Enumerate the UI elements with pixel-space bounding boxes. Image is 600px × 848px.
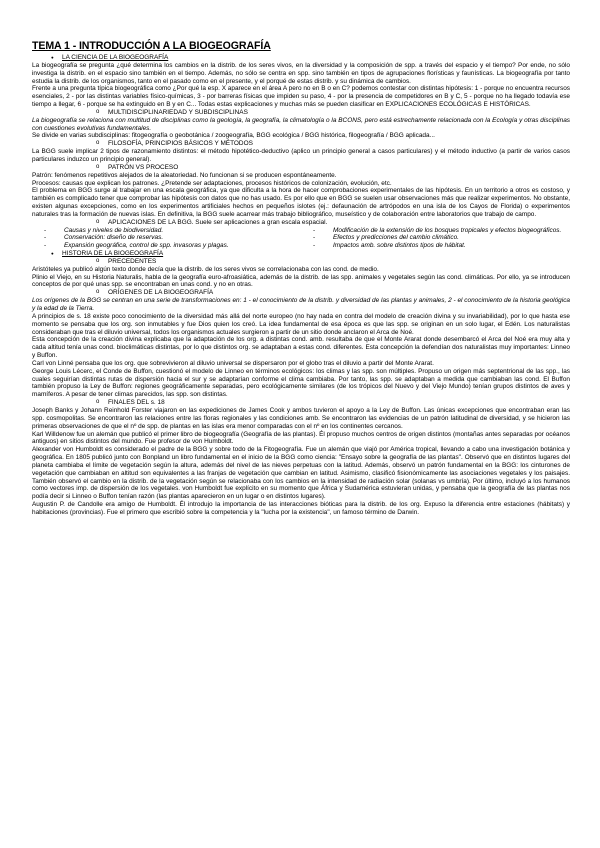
applications-list (32, 227, 570, 251)
paragraph: El problema en BGG surge al trabajar en una escala geográfica, ya que dificulta a la hora de hacer comprobaciones experimentales de las hipótesis. En un territorio a otros es costoso, y también es complicado tener que comprobar las hipótesis con datos que no has usado. Es por ello que en BGG se suelen usar observaciones más que realizar experimentos. No obstante, existen algunas excepciones, como en los experimentos artificiales hechos en pequeños islotes (ej.: defaunación de artrópodos en una isla de los Cayos de Florida) o experimentos naturales tras la formación de nuevas islas. En definitiva, la BGG suele acarrear más trabajo bibliográfico, museístico y de colaboración entre laboratorios que trabajo de campo. (32, 187, 570, 218)
subsection-heading: o PRECEDENTES (32, 258, 570, 266)
paragraph: A principios de s. 18 existe poco conocimiento de la diversidad más allá del norte europeo (no hay nada en contra del modelo de creación divina y su invariabilidad), por lo que hasta ese momento se pensaba que los org. son inmutables y fue Dios quien los creó. La idea fundamental de esa época es que las spp. se originan en un solo lugar, el Edén. Los naturalistas consideraban que tras el diluvio universal, todos los organismos actuales surgieron a partir de un sitio donde anclaron el Arca de Noé. (32, 312, 570, 336)
paragraph: Augustin P. de Candolle era amigo de Humboldt. Él introdujo la importancia de las interacciones bióticas para la distrib. de los org. Expuso la diferencia entre estaciones (hábitats) y habitaciones (provincias). Fue el primero que escribió sobre la competencia y la "lucha por la existencia", un famoso término de Darwin. (32, 501, 570, 516)
subsection-heading: o ORÍGENES DE LA BIOGEOGRAFÍA (32, 289, 570, 297)
applications-left (32, 227, 301, 251)
paragraph: Frente a una pregunta típica biogeográfica como ¿Por qué la esp. X aparece en el área A pero no en B o en C? podemos contestar con distintas hipótesis: 1 - porque no encuentra recursos esenciales, 2 - por las distintas variables físico-químicas, 3 - por barreras físicas que impiden su paso, 4 - por la presencia de competidores en B y C, 5 - porque no ha llegado todavía ese tiempo a llegar, 6 - porque se ha extinguido en B y en C... Todas estas explicaciones y muchas más se pueden clasificar en EXPLICACIONES ECOLÓGICAS E HISTÓRICAS. (32, 85, 570, 109)
paragraph: Carl von Linné pensaba que los org. que sobrevivieron al diluvio universal se dispersaron por el globo tras el diluvio a partir del Monte Ararat. (32, 359, 434, 367)
subsection-heading: o PATRÓN VS PROCESO (32, 164, 570, 172)
paragraph: Procesos: causas que explican los patrones. ¿Pretende ser adaptaciones, procesos históricos de colonización, evolución, etc. (32, 179, 392, 187)
list-item: - Efectos y predicciones del cambio climático. (301, 234, 570, 242)
paragraph: La BGG suele implicar 2 tipos de razonamiento distintos: el método hipotético-deductivo (aplico un principio general a casos particulares) y el método inductivo (a partir de varios casos particulares induzco un principio general). (32, 148, 570, 163)
applications-right (301, 227, 570, 251)
paragraph: Alexander von Humboldt es considerado el padre de la BGG y sobre todo de la Fitogeografía. Fue un alemán que viajó por América tropical, llevando a cabo una investigación botánica y geográfica. En 1805 publicó junto con Bonpland un libro fundamental en el inicio de la BGG como ciencia: "Ensayo sobre la geografía de las plantas". Observó que en distintos lugares del planeta cambiaba el límite de vegetación según la altura, además del nivel de las nieves perpetuas con la latitud. Además, observó un patrón fundamental en la BGG: los cinturones de vegetación que cambiaban en altitud son equivalentes a las franjas de vegetación que cambian en latitud. Asimismo, clasificó fisionómicamente las asociaciones vegetales y los paisajes. También observó el cambio en la distrib. de la vegetación según se relacionaba con los cambios en la intensidad de radiación solar (solanas vs umbría). Por último, incluyó a los humanos como vectores imp. de dispersión de los vegetales. von Humboldt fue explícito en su momento que África y Sudamérica estuvieran unidas, y pensaba que la geografía de las plantas nos podía decir si Linneo o Buffon tenían razón (las plantas aparecieron en un lugar o en distintos lugares). (32, 446, 570, 501)
paragraph: Los orígenes de la BGG se centran en una serie de transformaciones en: 1 - el conocimiento de la distrib. y diversidad de las plantas y animales, 2 - el conocimiento de la historia geológica y la edad de la Tierra. (32, 297, 570, 312)
subsection-heading: o FILOSOFÍA, PRINCIPIOS BÁSICOS Y MÉTODOS (32, 140, 570, 148)
paragraph: Joseph Banks y Johann Reinhold Forster viajaron en las expediciones de James Cook y ambos tuvieron el apoyo a la Ley de Buffon. Las únicas excepciones que encontraban eran las spp. cosmopolitas. Se encontraron las relaciones entre las floras regionales y las condiciones amb. Se encontraron las evidencias de un patrón latitudinal de diversidad, y se hicieron las primeras observaciones de que el nº de spp. de plantas en las islas era menor comparadas con el nº en los continentes cercanos. (32, 406, 570, 430)
section-heading: ● HISTORIA DE LA BIOGEOGRAFÍA (32, 250, 570, 258)
paragraph: La biogeografía se pregunta ¿qué determina los cambios en la distrib. de los seres vivos, en la diversidad y la composición de spp. a través del espacio y el tiempo? Por ende, no sólo investiga la distrib. en el espacio sino también en el tiempo. Además, no sólo se centra en spp. sino también en tipos de agrupaciones florísticas y faunísticas. La biogeografía por tanto estudia la distrib. de los organismos, tanto en el pasado como en el presente, y el porqué de estas distrib. y su dinámica de cambios. (32, 61, 570, 85)
list-item: - Modificación de la extensión de los bosques tropicales y efectos biogeográficos. (301, 227, 570, 235)
section-heading: ● LA CIENCIA DE LA BIOGEOGRAFÍA (32, 54, 570, 62)
paragraph: La biogeografía se relaciona con multitud de disciplinas como la geología, la geografía, la climatología o la BCONS, pero está estrechamente relacionada con la Ecología y otras disciplinas con cuestiones evolutivas fundamentales. (32, 116, 570, 132)
subsection-heading: o MULTIDISCIPLINARIEDAD Y SUBDISCIPLINAS (32, 109, 570, 117)
paragraph: Patrón: fenómenos repetitivos alejados de la aleatoriedad. No funcionan si se producen espontáneamente. (32, 171, 337, 179)
list-item: - Conservación: diseño de reservas. (32, 234, 301, 242)
paragraph: Plinio el Viejo, en su Historia Naturalis, habla de la geografía euro-afroasiática, además de la distrib. de las spp. animales y vegetales según las cond. climáticas. Por ello, ya se introducen conceptos de por qué unas spp. se encontraban en unas cond. y no en otras. (32, 273, 570, 289)
subsection-heading: o APLICACIONES DE LA BGG. Suele ser aplicaciones a gran escala espacial. (32, 219, 570, 227)
paragraph: Esta concepción de la creación divina explicaba que la adaptación de los org. a distintas cond. amb. resultaba de que el Monte Ararat donde desembarcó el Arca del Noé era muy alta y cada altitud tenía unas cond. bioclimáticas distintas, por lo que distintos org. se adaptaban a estas cond. diferentes. Esta concepción la defendían dos naturalistas muy importantes: Linneo y Buffon. (32, 336, 570, 360)
paragraph: Aristóteles ya publicó algún texto donde decía que la distrib. de los seres vivos se correlacionaba con las cond. de medio. (32, 265, 379, 273)
subsection-title: APLICACIONES DE LA BGG (108, 218, 192, 226)
subsection-note: Suele ser aplicaciones a gran escala espacial. (195, 218, 328, 226)
paragraph: Se divide en varias subdisciplinas: fitogeografía o geobotánica / zoogeografía, BGG ecológica / BGG histórica, filogeografía / BGG aplicada... (32, 132, 435, 140)
paragraph: George Louis Lécerc, el Conde de Buffon, cuestionó el modelo de Linneo en términos ecológicos: los climas y las spp. son múltiples. Propuso un origen más septentrional de las spp., las cuales seguirían distintas rutas de dispersión hacia el sur y se adaptarían conforme el clima cambiaba. Por tanto, las spp. se adaptaban a medida que cambiaban las cond. El Buffon también propuso la Ley de Buffon: regiones geográficamente separadas, pero ecológicamente similares (de los trópicos del Nuevo y del Viejo Mundo) tenían grupos distintos de aves y mamíferos. A pesar de tener climas parecidos, las spp. son distintas. (32, 367, 570, 399)
page-title: TEMA 1 - INTRODUCCIÓN A LA BIOGEOGRAFÍA (32, 40, 271, 52)
paragraph: Karl Willdenow fue un alemán que publicó el primer libro de biogeografía (Geografía de las plantas). Él propuso muchos centros de origen distintos (montañas antes separadas por océanos antiguos) en sitios distintos del mundo. Fue profesor de von Humboldt. (32, 430, 570, 446)
list-item: - Causas y niveles de biodiversidad. (32, 227, 301, 235)
list-item: - Impactos amb. sobre distintos tipos de hábitat. (301, 242, 570, 250)
list-item: - Expansión geográfica, control de spp. invasoras y plagas. (32, 242, 301, 250)
subsection-heading: o FINALES DEL s. 18 (32, 399, 570, 407)
